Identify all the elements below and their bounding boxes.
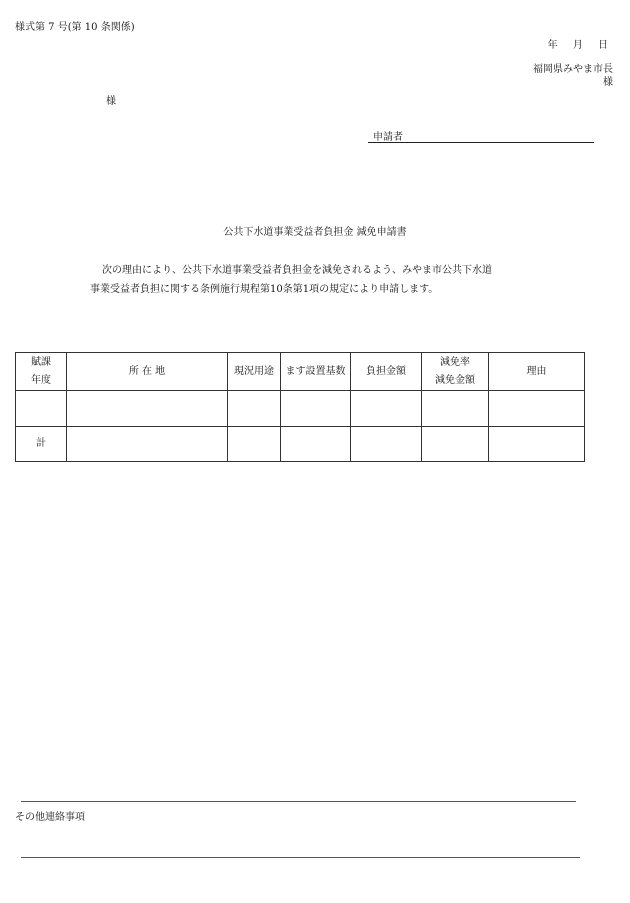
header-location: 所 在 地 <box>67 353 228 391</box>
applicant-field[interactable] <box>368 128 594 143</box>
date-year-label: 年 <box>547 40 558 51</box>
header-reason: 理由 <box>489 353 585 391</box>
date-month-label: 月 <box>572 40 583 51</box>
cell-current-use[interactable] <box>228 391 281 427</box>
table-row <box>16 391 585 427</box>
application-table <box>15 352 585 462</box>
other-notes-line[interactable] <box>21 857 580 858</box>
total-charge-amount[interactable] <box>351 427 422 462</box>
recipient-honorific: 様 <box>106 96 116 107</box>
applicant-label: 申請者 <box>373 132 403 143</box>
addressee-honorific: 様 <box>603 77 613 88</box>
addressee-org: 福岡県みやま市長 <box>533 64 613 75</box>
header-current-use: 現況用途 <box>228 353 281 391</box>
total-location[interactable] <box>67 427 228 462</box>
form-number: 様式第 7 号(第 10 条関係) <box>15 22 135 33</box>
body-line-2: 事業受益者負担に関する条例施行規程第10条第1項の規定により申請します。 <box>90 284 439 295</box>
header-charge-amount: 負担金額 <box>351 353 422 391</box>
total-reduction[interactable] <box>422 427 489 462</box>
header-reduction-amount: 減免金額 <box>435 374 475 386</box>
total-label: 計 <box>16 427 67 462</box>
divider-top <box>21 801 576 802</box>
other-notes-label: その他連絡事項 <box>15 812 85 823</box>
date-day-label: 日 <box>598 40 608 51</box>
total-reason[interactable] <box>489 427 585 462</box>
total-current-use[interactable] <box>228 427 281 462</box>
document-body <box>90 261 510 299</box>
header-fiscal-year-line1: 賦課 <box>31 356 51 368</box>
cell-fiscal-year[interactable] <box>16 391 67 427</box>
cell-fixture-count[interactable] <box>281 391 351 427</box>
cell-reduction[interactable] <box>422 391 489 427</box>
cell-charge-amount[interactable] <box>351 391 422 427</box>
date-line <box>536 36 608 51</box>
header-fiscal-year <box>16 353 67 391</box>
header-fiscal-year-line2: 年度 <box>31 374 51 386</box>
body-line-1: 次の理由により、公共下水道事業受益者負担金を減免されるよう、みやま市公共下水道 <box>102 265 492 276</box>
total-fixture-count[interactable] <box>281 427 351 462</box>
header-reduction <box>422 353 489 391</box>
header-fixture-count: ます設置基数 <box>281 353 351 391</box>
cell-reason[interactable] <box>489 391 585 427</box>
table-total-row <box>16 427 585 462</box>
table-header-row <box>16 353 585 391</box>
addressee-block <box>533 63 613 89</box>
cell-location[interactable] <box>67 391 228 427</box>
header-reduction-rate: 減免率 <box>440 356 470 368</box>
document-title: 公共下水道事業受益者負担金 減免申請書 <box>223 227 407 238</box>
